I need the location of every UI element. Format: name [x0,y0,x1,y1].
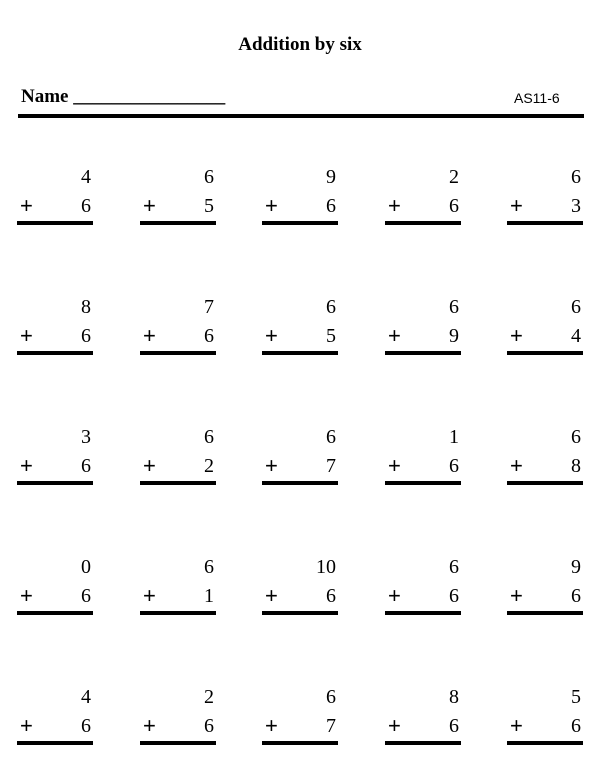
answer-line [507,221,583,225]
addend-top: 6 [449,296,459,318]
plus-sign: + [388,453,401,478]
answer-line [17,611,93,615]
plus-sign: + [20,323,33,348]
plus-sign: + [143,323,156,348]
answer-line [262,741,338,745]
plus-sign: + [20,193,33,218]
plus-sign: + [388,713,401,738]
addend-bottom: 4 [571,325,581,347]
answer-line [140,481,216,485]
addend-top: 6 [449,556,459,578]
answer-line [140,221,216,225]
addend-bottom: 6 [326,195,336,217]
addend-top: 6 [571,426,581,448]
addend-top: 6 [204,166,214,188]
addend-top: 6 [204,556,214,578]
worksheet-code: AS11-6 [514,90,560,106]
addend-bottom: 6 [204,325,214,347]
addend-top: 8 [81,296,91,318]
addend-top: 2 [449,166,459,188]
addend-top: 5 [571,686,581,708]
addend-bottom: 6 [81,455,91,477]
answer-line [17,351,93,355]
addend-bottom: 8 [571,455,581,477]
addend-top: 2 [204,686,214,708]
addend-top: 8 [449,686,459,708]
addition-problem [17,296,93,366]
addend-top: 6 [571,166,581,188]
addend-top: 0 [81,556,91,578]
addition-problem [385,296,461,366]
answer-line [262,481,338,485]
answer-line [140,611,216,615]
addend-top: 10 [316,556,336,578]
plus-sign: + [510,583,523,608]
answer-line [262,611,338,615]
addition-problem [385,556,461,626]
answer-line [140,351,216,355]
addition-problem [507,426,583,496]
addition-problem [17,166,93,236]
addition-problem [262,686,338,756]
plus-sign: + [265,583,278,608]
addend-bottom: 7 [326,715,336,737]
addition-problem [17,426,93,496]
addend-bottom: 6 [326,585,336,607]
plus-sign: + [510,453,523,478]
addition-problem [140,426,216,496]
answer-line [140,741,216,745]
addition-problem [385,166,461,236]
plus-sign: + [143,583,156,608]
addition-problem [140,556,216,626]
addend-top: 4 [81,166,91,188]
addend-bottom: 6 [449,195,459,217]
addend-bottom: 7 [326,455,336,477]
addend-top: 6 [326,426,336,448]
plus-sign: + [20,583,33,608]
addend-bottom: 6 [571,585,581,607]
addend-top: 6 [326,296,336,318]
addend-bottom: 3 [571,195,581,217]
plus-sign: + [388,583,401,608]
plus-sign: + [20,453,33,478]
addition-problem [507,296,583,366]
answer-line [385,221,461,225]
plus-sign: + [388,193,401,218]
addend-top: 6 [204,426,214,448]
addend-bottom: 6 [81,585,91,607]
answer-line [507,481,583,485]
plus-sign: + [510,323,523,348]
answer-line [385,741,461,745]
addition-problem [140,166,216,236]
plus-sign: + [143,713,156,738]
answer-line [507,611,583,615]
addition-problem [140,686,216,756]
addend-bottom: 6 [449,715,459,737]
addend-bottom: 9 [449,325,459,347]
addition-problem [262,166,338,236]
plus-sign: + [388,323,401,348]
addend-top: 9 [571,556,581,578]
addition-problem [507,166,583,236]
answer-line [17,221,93,225]
addend-bottom: 6 [81,325,91,347]
plus-sign: + [20,713,33,738]
name-field-label: Name ________________ [21,86,226,107]
addend-top: 9 [326,166,336,188]
addend-bottom: 5 [326,325,336,347]
plus-sign: + [265,453,278,478]
addition-problem [507,686,583,756]
plus-sign: + [265,713,278,738]
answer-line [507,351,583,355]
addition-problem [385,686,461,756]
addend-top: 6 [571,296,581,318]
addition-problem [140,296,216,366]
addend-top: 6 [326,686,336,708]
plus-sign: + [143,193,156,218]
addend-bottom: 6 [81,715,91,737]
addend-bottom: 1 [204,585,214,607]
answer-line [17,741,93,745]
addition-problem [17,556,93,626]
answer-line [385,351,461,355]
answer-line [385,611,461,615]
answer-line [17,481,93,485]
addend-bottom: 6 [449,585,459,607]
addend-bottom: 6 [571,715,581,737]
answer-line [507,741,583,745]
addend-top: 4 [81,686,91,708]
addend-bottom: 6 [204,715,214,737]
answer-line [262,351,338,355]
addition-problem [262,556,338,626]
worksheet-title: Addition by six [238,34,362,55]
plus-sign: + [143,453,156,478]
addend-bottom: 6 [81,195,91,217]
addition-problem [385,426,461,496]
plus-sign: + [510,193,523,218]
plus-sign: + [510,713,523,738]
addition-problem [262,296,338,366]
addend-bottom: 2 [204,455,214,477]
plus-sign: + [265,323,278,348]
addition-problem [507,556,583,626]
addend-top: 1 [449,426,459,448]
addition-problem [262,426,338,496]
plus-sign: + [265,193,278,218]
addend-bottom: 5 [204,195,214,217]
addend-top: 7 [204,296,214,318]
answer-line [385,481,461,485]
addend-bottom: 6 [449,455,459,477]
addend-top: 3 [81,426,91,448]
answer-line [262,221,338,225]
addition-problem [17,686,93,756]
